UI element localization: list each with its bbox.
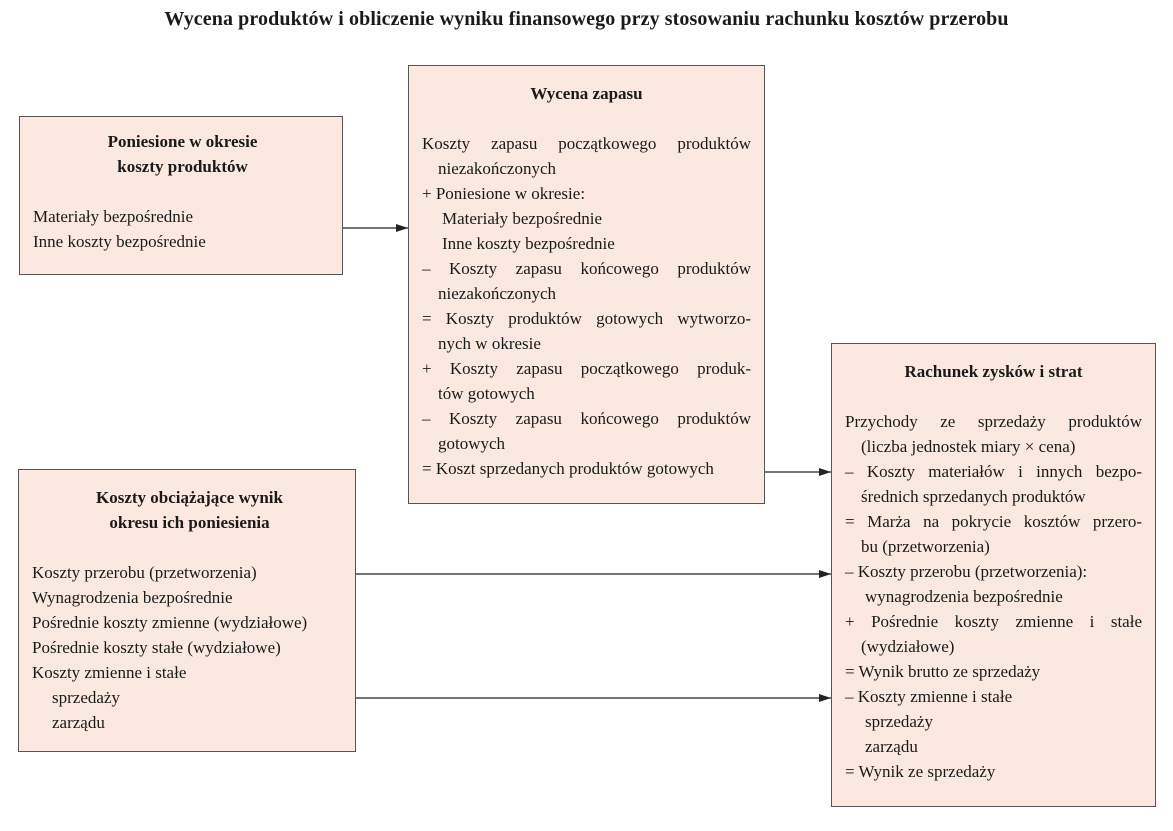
list-item: zarządu xyxy=(865,737,918,756)
box-income-statement-title: Rachunek zysków i strat xyxy=(904,362,1083,381)
list-item: bu (przetworzenia) xyxy=(861,537,990,556)
list-item: sprzedaży xyxy=(52,688,120,707)
list-item: Pośrednie koszty stałe (wydziałowe) xyxy=(32,638,281,657)
list-item: + Pośrednie koszty zmienne i stałe xyxy=(845,612,1142,631)
list-item: niezakończonych xyxy=(438,159,556,178)
list-item: Koszty zapasu początkowego produktów xyxy=(422,134,751,153)
list-item: Pośrednie koszty zmienne (wydziałowe) xyxy=(32,613,308,632)
list-item: niezakończonych xyxy=(438,284,556,303)
list-item: sprzedaży xyxy=(865,712,933,731)
list-item: Materiały bezpośrednie xyxy=(33,207,194,226)
list-item: tów gotowych xyxy=(438,384,535,403)
list-item: = Wynik ze sprzedaży xyxy=(845,762,996,781)
box-period-costs-title: Koszty obciążające wynik okresu ich poniesienia xyxy=(96,488,283,532)
list-item: Inne koszty bezpośrednie xyxy=(33,232,206,251)
list-item: średnich sprzedanych produktów xyxy=(861,487,1086,506)
list-item: Materiały bezpośrednie xyxy=(442,209,603,228)
list-item: Koszty zmienne i stałe xyxy=(32,663,187,682)
list-item: wynagrodzenia bezpośrednie xyxy=(865,587,1063,606)
list-item: nych w okresie xyxy=(438,334,541,353)
list-item: + Poniesione w okresie: xyxy=(422,184,586,203)
list-item: = Koszt sprzedanych produktów gotowych xyxy=(422,459,714,478)
list-item: – Koszty materiałów i innych bezpo- xyxy=(845,462,1142,481)
list-item: – Koszty zmienne i stałe xyxy=(845,687,1013,706)
diagram-title: Wycena produktów i obliczenie wyniku finansowego przy stosowaniu rachunku kosztów przerobu xyxy=(164,8,1009,30)
list-item: Inne koszty bezpośrednie xyxy=(442,234,615,253)
list-item: = Wynik brutto ze sprzedaży xyxy=(845,662,1041,681)
list-item: = Marża na pokrycie kosztów przero- xyxy=(845,512,1142,531)
list-item: Wynagrodzenia bezpośrednie xyxy=(32,588,233,607)
list-item: + Koszty zapasu początkowego produk- xyxy=(422,359,751,378)
list-item: – Koszty przerobu (przetworzenia): xyxy=(845,562,1088,581)
list-item: gotowych xyxy=(438,434,506,453)
list-item: Koszty przerobu (przetworzenia) xyxy=(32,563,257,582)
list-item: – Koszty zapasu końcowego produktów xyxy=(422,409,751,428)
box-costs-incurred-title: Poniesione w okresie koszty produktów xyxy=(107,132,258,176)
list-item: Przychody ze sprzedaży produktów xyxy=(845,412,1142,431)
list-item: (liczba jednostek miary × cena) xyxy=(861,437,1076,456)
box-inventory-valuation-title: Wycena zapasu xyxy=(530,84,643,103)
list-item: zarządu xyxy=(52,713,105,732)
list-item: = Koszty produktów gotowych wytworzo- xyxy=(422,309,751,328)
list-item: (wydziałowe) xyxy=(861,637,955,656)
list-item: – Koszty zapasu końcowego produktów xyxy=(422,259,751,278)
